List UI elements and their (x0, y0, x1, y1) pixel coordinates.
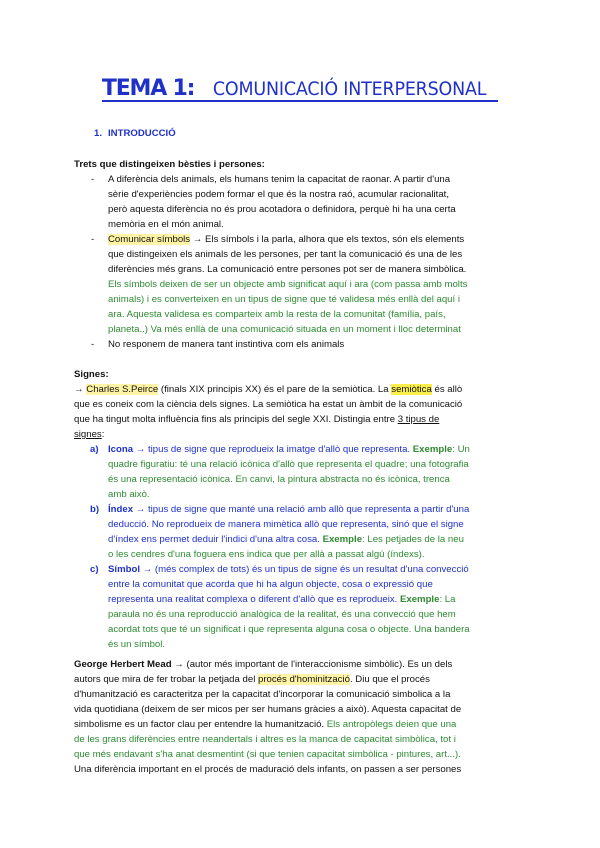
signes-c-text: : La (439, 594, 456, 605)
signes-heading: Signes: (74, 369, 109, 380)
signes-a-green-line: quadre figuratiu: té una relació icònica d'allò que representa el quadre; una fotografia (108, 459, 469, 470)
signes-intro-line1 (74, 382, 462, 397)
arrow: → (74, 384, 87, 395)
mead-line5 (74, 717, 456, 732)
trets-b2-green-line: planeta..) Va més enllà de una comunicació situada en un moment i lloc determinat (108, 324, 461, 335)
trets-b2-green-line: animals) i es converteixen en un tipus de signe que té validesa més enllà del aquí i (108, 294, 460, 305)
signes-c-line1 (108, 562, 469, 577)
mead-text: simbolisme es un factor clau per entendre la humanització. (74, 719, 327, 730)
signes-intro-text: (finals XIX principis XX) és el pare de la semiòtica. La (158, 384, 392, 395)
mead-green-line: de les grans diferències entre neandertals i altres es la manca de capacitat simbòlica, tot i (74, 734, 456, 745)
mead-text: autors que mira de fer trobar la petjada del (74, 674, 258, 685)
signes-a-green-line: amb això. (108, 489, 150, 500)
highlight-comunicar-simbols: Comunicar símbols (108, 234, 191, 245)
signes-a-line1 (108, 442, 470, 457)
trets-heading: Trets que distingeixen bèsties i persones: (74, 159, 265, 170)
title-part2: COMUNICACIÓ INTERPERSONAL (212, 78, 487, 100)
bullet-dash: - (91, 174, 95, 185)
highlight-hominitzacio: procés d'hominització (258, 674, 350, 685)
trets-b3-line: No responem de manera tant instintiva com els animals (108, 339, 345, 350)
underlined-text: 3 tipus de (397, 414, 440, 425)
trets-b1-line: memòria en el món animal. (108, 219, 224, 230)
list-letter-c: c) (90, 564, 99, 575)
signes-b-green-line: o les cendres d'una foguera ens indica que per allà a passat algú (índexs). (108, 549, 425, 560)
trets-b2-text: Els símbols i la parla, alhora que els textos, són els elements (205, 234, 465, 245)
signes-c-green-line: acordat tots que té un significat i que representa alguna cosa o objecte. Una bandera (108, 624, 470, 635)
section-number: 1. (94, 128, 103, 139)
signes-b-blue-line: deducció. No reprodueix de manera mimètica allò que representa, sinó que el signe (108, 519, 464, 530)
underlined-text: signes (74, 429, 102, 440)
trets-b1-line: però aquesta diferència no és prou acotadora o definidora, perquè hi ha una certa (108, 204, 456, 215)
signes-b-text: : Les petjades de la neu (362, 534, 464, 545)
signes-a-text: : Un (452, 444, 470, 455)
term-index: Índex (108, 504, 134, 515)
signes-intro-text: que ha tingut molta influència fins als principis del segle XXI. Distingia entre (74, 414, 398, 425)
list-letter-b: b) (90, 504, 100, 515)
mead-line-last: Una diferència important en el procés de maduració dels infants, on passen a ser persones (74, 764, 462, 775)
trets-b1-line: A diferència dels animals, els humans tenim la capacitat de raonar. A partir d'una (108, 174, 451, 185)
bullet-dash: - (91, 339, 95, 350)
trets-b2-line: diferències més grans. La comunicació entre persones pot ser de manera simbòlica. (108, 264, 467, 275)
trets-b2-line: que distingeixen els animals de les persones, per tant la comunicació és una de les (108, 249, 463, 260)
mead-line: vida quotidiana (deixem de ser micos per ser humans gràcies a això). Aquesta capacitat de (74, 704, 462, 715)
signes-intro-line2: que es coneix com la ciència dels signes. La semiòtica ha estat un àmbit de la comunicació (74, 399, 463, 410)
signes-intro-text: és allò (431, 384, 463, 395)
example-label: Exemple (322, 534, 363, 545)
highlight-semiotica: semiòtica (391, 384, 432, 395)
signes-c-blue-line: entre la comunitat que acorda que hi ha algun objecte, cosa o expressió que (108, 579, 433, 590)
signes-c-line3 (108, 592, 455, 607)
signes-intro-text: : (101, 429, 105, 440)
mead-line2 (74, 672, 430, 687)
signes-intro-line3 (74, 412, 439, 427)
signes-intro-line4 (74, 427, 104, 442)
signes-b-line3 (108, 532, 464, 547)
signes-a-green-line: és una representació icònica. En canvi, la pintura abstracta no és icònica, trenca (108, 474, 450, 485)
signes-c-green-line: paraula no és una reproducció analògica de la realitat, és una convecció que hem (108, 609, 456, 620)
example-label: Exemple (399, 594, 440, 605)
section-heading: INTRODUCCIÓ (108, 128, 176, 139)
mead-name: George Herbert Mead (74, 659, 172, 670)
trets-b2-green-line: ara. Aquesta validesa es comparteix amb la resta de la comunitat (família, país, (108, 309, 446, 320)
term-simbol: Símbol (108, 564, 140, 575)
trets-b2-green-line: Els símbols deixen de ser un objecte amb significat aquí i ara (com passa amb molts (108, 279, 468, 290)
signes-c-text: → (més complex de tots) és un tipus de signe és un resultat d'una convecció (139, 564, 469, 575)
page-title (0, 74, 600, 103)
trets-b2-line1 (108, 232, 464, 247)
term-icona: Icona (108, 444, 134, 455)
signes-b-line1 (108, 502, 469, 517)
signes-b-text: d'índex ens permet deduir l'indici d'una altra cosa. (108, 534, 323, 545)
bullet-dash: - (91, 234, 95, 245)
mead-green-text: Els antropòlegs deien que una (326, 719, 457, 730)
signes-b-text: → tipus de signe que manté una relació amb allò que representa a partir d'una (133, 504, 470, 515)
highlight-peirce: Charles S.Peirce (86, 384, 159, 395)
arrow: → (190, 234, 206, 245)
mead-line1 (74, 657, 452, 672)
example-label: Exemple (412, 444, 453, 455)
signes-c-green-line: és un símbol. (108, 639, 166, 650)
signes-c-text: representa una realitat complexa o diferent d'allò que es reprodueix. (108, 594, 400, 605)
title-part1: TEMA 1: (101, 76, 195, 101)
mead-line: d'humanització es caracteritza per la capacitat d'incorporar la comunicació simbolica a la (74, 689, 451, 700)
trets-b1-line: sèrie d'experiències podem formar el que és la nostra raó, acumular racionalitat, (108, 189, 449, 200)
mead-text: . Diu que el procés (349, 674, 430, 685)
list-letter-a: a) (90, 444, 99, 455)
signes-a-text: → tipus de signe que reprodueix la imatge d'allò que representa. (133, 444, 413, 455)
mead-text: → (autor més important de l'interaccionisme simbòlic). Es un dels (171, 659, 453, 670)
mead-green-line: que més endavant s'ha anat desmentint (si que tenien capacitat simbòlica - pintures, art...). (74, 749, 461, 760)
